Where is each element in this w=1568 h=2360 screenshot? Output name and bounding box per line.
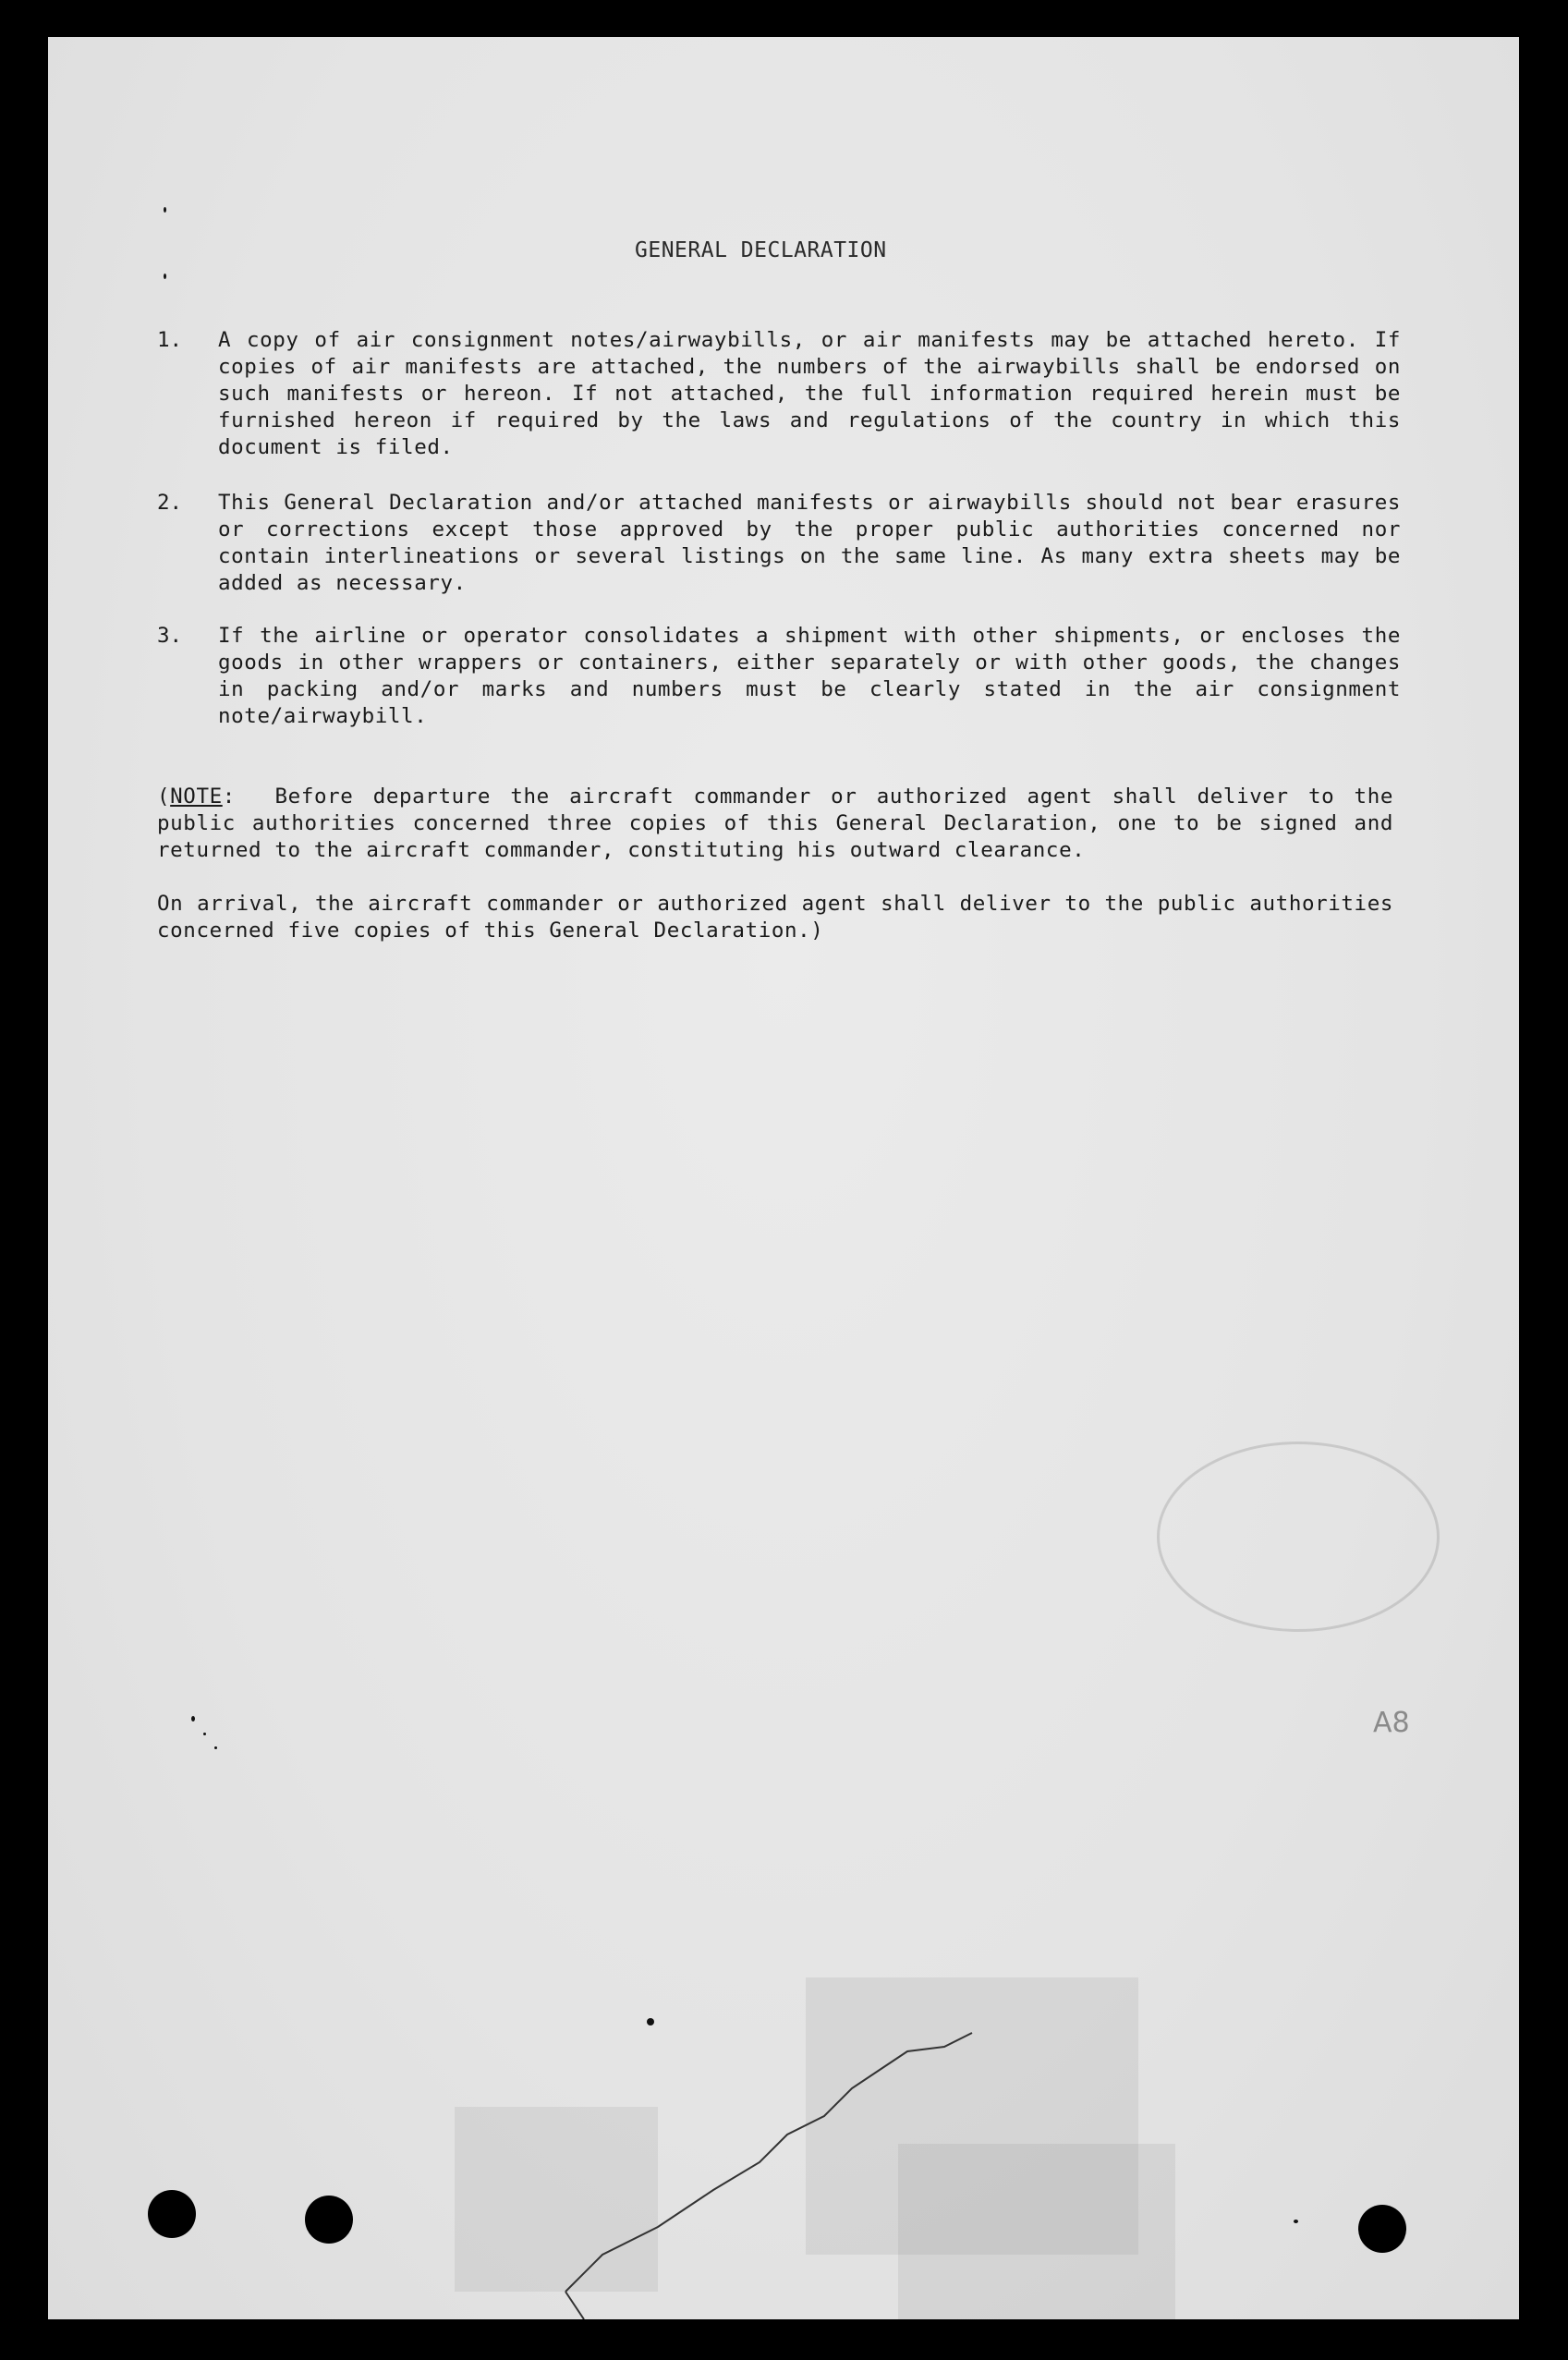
speck [191,1716,195,1721]
document-title: GENERAL DECLARATION [635,238,887,262]
note-arrival: On arrival, the aircraft commander or authorized agent shall deliver to the public authorities concerned five copies of this General Declaration.) [157,892,1393,943]
tear-line [48,37,1519,2319]
note-label: NOTE [170,785,223,809]
note-open: ( [157,785,171,809]
punch-hole [1358,2205,1406,2253]
item-text: This General Declaration and/or attached manifests or airwaybills should not bear erasures or corrections except those approved by the proper public authorities concerned nor contain interlineations or several listings on the same line. As many extra sheets may be added as necessary. [218,491,1401,595]
speck [203,1733,206,1735]
speck [1294,2220,1298,2223]
item-number: 3. [157,624,183,648]
punch-hole [148,2190,196,2238]
note-colon: : [222,785,236,809]
speck [164,207,166,213]
speck [164,274,166,279]
speck [647,2018,654,2025]
speck [214,1746,217,1749]
document-page [48,37,1519,2319]
note-departure-text: Before departure the aircraft commander or authorized agent shall deliver to the public authorities concerned three copies of this General Declaration, one to be signed and returned to the aircraft commander, constituting his outward clearance. [157,785,1393,862]
item-text: If the airline or operator consolidates a shipment with other shipments, or encloses the goods in other wrappers or containers, either separately or with other goods, the changes in packing and/or marks and numbers must be clearly stated in the air consignment note/airwaybill. [218,624,1401,728]
page-mark: 8A [1373,1707,1410,1739]
punch-hole [305,2196,353,2244]
item-text: A copy of air consignment notes/airwaybills, or air manifests may be attached hereto. If copies of air manifests are attached, the numbers of the airwaybills shall be endorsed on such manifests or hereon. If not attached, the full information required herein must be furnished hereon if required by the laws and regulations of the country in which this document is filed. [218,328,1401,459]
item-number: 1. [157,328,183,352]
item-number: 2. [157,491,183,515]
